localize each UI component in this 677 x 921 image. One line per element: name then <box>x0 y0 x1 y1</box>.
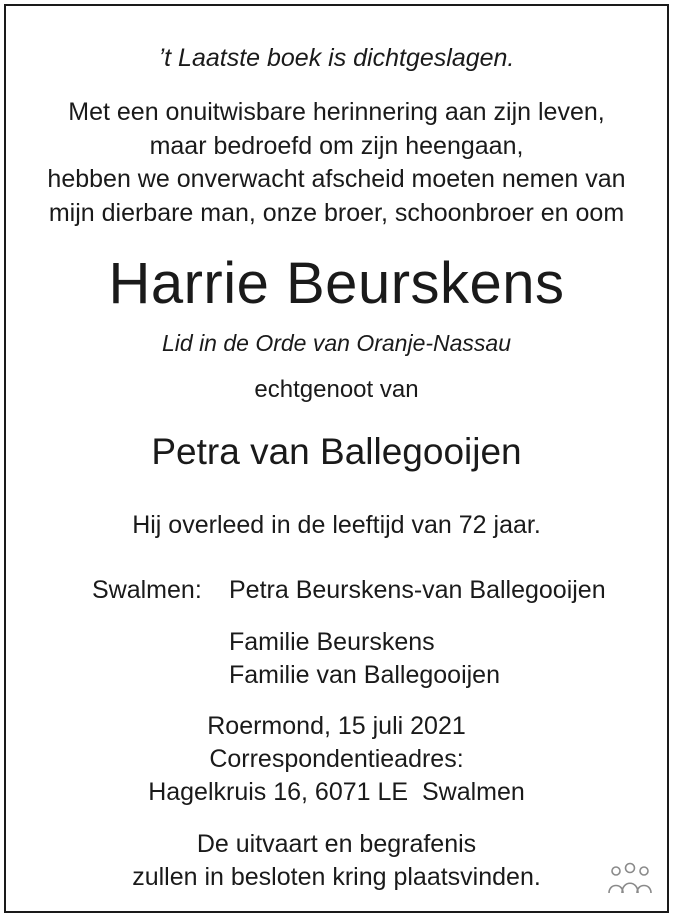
family-line: Familie van Ballegooijen <box>229 661 500 689</box>
spouse-name: Petra van Ballegooijen <box>151 431 522 472</box>
closing-line: zullen in besloten kring plaatsvinden. <box>132 863 541 891</box>
spouse-label: echtgenoot van <box>254 376 419 403</box>
mourners-place: Swalmen: <box>92 576 202 604</box>
closing-block <box>6 828 667 894</box>
intro-paragraph <box>6 96 667 230</box>
intro-quote: ’t Laatste boek is dichtgeslagen. <box>158 44 515 72</box>
paragraph-line: maar bedroefd om zijn heengaan, <box>149 131 524 160</box>
closing-line: De uitvaart en begrafenis <box>196 830 477 858</box>
distinction: Lid in de Orde van Oranje-Nassau <box>161 330 512 356</box>
place-date: Roermond, 15 juli 2021 <box>207 712 466 740</box>
age-line: Hij overleed in de leeftijd van 72 jaar. <box>132 511 541 539</box>
correspondence-label: Correspondentieadres: <box>209 745 464 773</box>
address-block <box>6 710 667 809</box>
paragraph-line: mijn dierbare man, onze broer, schoonbroer en oom <box>48 198 625 227</box>
paragraph-line: hebben we onverwacht afscheid moeten nemen van <box>47 165 626 193</box>
mourners-partner: Petra Beurskens-van Ballegooijen <box>229 576 606 604</box>
families-block <box>229 626 500 692</box>
paragraph-line: Met een onuitwisbare herinnering aan zijn leven, <box>68 98 605 126</box>
family-line: Familie Beurskens <box>229 628 435 656</box>
deceased-name: Harrie Beurskens <box>108 251 565 316</box>
correspondence-address: Hagelkruis 16, 6071 LE Swalmen <box>148 778 525 806</box>
people-group-icon <box>607 859 653 899</box>
obituary-notice <box>4 4 669 913</box>
